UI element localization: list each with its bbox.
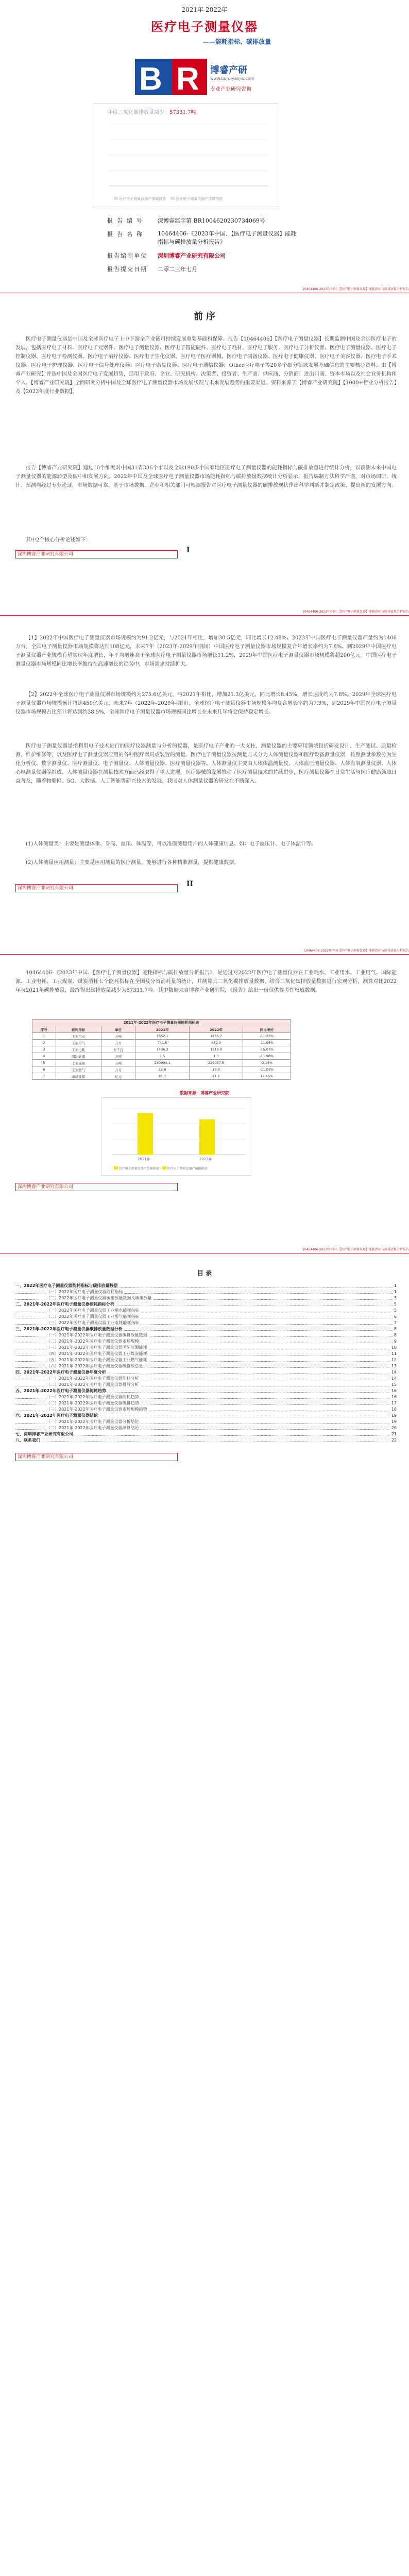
header-rule xyxy=(0,954,409,955)
page-header: 10464406-2023年中国、【医疗电子测量仪器】能耗指标与碳排放量分析报告 xyxy=(302,287,409,291)
chart-caption: 数据来源：博睿产业研究院 xyxy=(180,1091,229,1095)
table-row xyxy=(32,1040,291,1046)
page-header: 10464406-2023年中国、【医疗电子测量仪器】能耗指标与碳排放量分析报告 xyxy=(302,1248,409,1251)
preface-paragraph-2: 报告【博睿产业研究院】通过10个维度对中国31省336个市以及全球190多个国家地区医疗电子测量仪器的能耗指标与碳排放量进行统计分析，以预测未来中国电子测量仪器的能源转型及碳中和发展方向。2022年中国及全球医疗电子测量仪器市场能耗指标与碳排放量数据统计分析显示，报告编制方法科学严谨，对市场调研、统计、预测均经过专业论证，市场数据可靠。基于市场数据，企业和相关部门可根据报告对医疗电子测量仪器的碳排放现状作出科学判断并制定政策、提出新的发展方向。 xyxy=(15,465,397,488)
table-cell: 国际能源 xyxy=(56,1053,101,1060)
table-cell: 2 xyxy=(32,1040,56,1046)
legend-label-2: 医疗电子测量仪器产值碳排放 xyxy=(176,197,223,201)
table-cell: 13.9 xyxy=(189,1066,243,1073)
table-cell: -11.23% xyxy=(243,1033,291,1040)
market-paragraph-2: 【2】2022年全球医疗电子测量仪器市场规模约为275.6亿美元，与2021年相比，增加21.3亿美元，同比增长8.45%，增长速度约为7.8%。2029年全球医疗电子测量仪器市场规模预计将达450亿美元，未来7年（2022年-2029年期间），全球医疗电子测量仪器市场规模年均复合增长率约为7.9%，到2029年中国医疗电子测量仪器市场规模占比预计将达到约38.5%，全球医疗电子测量仪器市场规模同比增长在未来几年将会保持稳定增长。 xyxy=(15,692,397,715)
table-cell: 3 xyxy=(32,1046,56,1053)
toc-item[interactable] xyxy=(15,1388,397,1394)
toc-item-page: 15 xyxy=(390,1382,397,1388)
toc-item-page: 11 xyxy=(390,1351,397,1357)
carbon-label: 年度二氧化碳排放量减少： xyxy=(108,110,169,115)
brand-slogan: 专业产业研究咨询 xyxy=(210,87,251,92)
table-row xyxy=(32,1073,291,1080)
toc-item-text: （五）2021年-2022年医疗电子测量仪器工业燃气能耗 xyxy=(46,1357,149,1363)
meta-row-name xyxy=(0,230,409,247)
toc-item[interactable] xyxy=(15,1289,397,1295)
table-cell: 230994.1 xyxy=(135,1060,189,1066)
table-cell: 1.5 xyxy=(135,1053,189,1060)
toc-item[interactable] xyxy=(15,1332,397,1338)
toc-item-page: 9 xyxy=(393,1338,397,1345)
meta-label: 报告提交日期 xyxy=(107,266,147,273)
cover-chart-legend xyxy=(114,196,223,201)
table-row xyxy=(32,1066,291,1073)
toc-item[interactable] xyxy=(15,1363,397,1369)
toc-item-text: 一、2022年医疗电子测量仪器能耗指标与碳排放量数据 xyxy=(15,1283,119,1289)
table-row xyxy=(32,1046,291,1053)
meta-row-date xyxy=(0,265,409,274)
toc-item[interactable] xyxy=(15,1376,397,1382)
toc-item-text: （一）2022年医疗电子测量仪器能耗指标 xyxy=(46,1289,124,1295)
table-cell: 6 xyxy=(32,1066,56,1073)
table-header-cell: 单位 xyxy=(101,1026,135,1033)
meta-label: 报告编号 xyxy=(107,217,146,224)
toc-item-page: 16 xyxy=(390,1388,397,1394)
market-paragraph-5: (2)人体测量应用测量：主要是应用测量的医疗测量，能够进行各种精准测量，提供健康数据。 xyxy=(26,860,240,866)
cover-years: 2021年-2022年 xyxy=(181,6,228,13)
toc-item-page: 5 xyxy=(393,1301,397,1308)
br-logo-icon xyxy=(135,56,212,97)
meta-value: 深博睿监字第 BR1004620230734069号 xyxy=(158,217,265,224)
energy-bar-chart xyxy=(101,1097,251,1176)
table-cell: 81.1 xyxy=(135,1073,189,1080)
legend-swatch xyxy=(162,1166,166,1170)
toc-item[interactable] xyxy=(15,1351,397,1357)
table-cell: 万千瓦 xyxy=(101,1046,135,1053)
table-header-cell: 2021年 xyxy=(135,1026,189,1033)
footer-company: 深圳博睿产业研究有限公司 xyxy=(15,884,178,892)
table-cell: 万吨 xyxy=(101,1060,135,1066)
table-cell: 1.3 xyxy=(189,1053,243,1060)
toc-item-text: （一）2021年-2022年医疗电子测量仪器能耗趋势 xyxy=(46,1394,141,1400)
toc-item-page: 13 xyxy=(390,1363,397,1369)
table-cell: 1 xyxy=(32,1033,56,1040)
toc-item[interactable] xyxy=(15,1357,397,1363)
toc-item[interactable] xyxy=(15,1283,397,1289)
table-cell: 市场规模 xyxy=(56,1073,101,1080)
table-header-cell: 2022年 xyxy=(189,1026,243,1033)
table-cell: 万吨 xyxy=(101,1033,135,1040)
toc-item[interactable] xyxy=(15,1413,397,1419)
toc-item[interactable] xyxy=(15,1345,397,1351)
toc-item-text: 四、2021年-2022年医疗电子测量仪器年度分析 xyxy=(15,1369,108,1376)
svg-text:R: R xyxy=(176,61,199,97)
meta-label: 报告名称 xyxy=(107,231,146,238)
toc-item-page: 12 xyxy=(390,1357,397,1363)
toc-item-page: 6 xyxy=(393,1314,397,1320)
toc-item-page: 20 xyxy=(390,1425,397,1431)
table-cell: 工业电耗 xyxy=(56,1046,101,1053)
table-cell: 1219.9 xyxy=(189,1046,243,1053)
toc-item-text: （二）2022年医疗电子测量仪器碳排放量数据及碳排放量 xyxy=(46,1295,153,1301)
energy-table xyxy=(32,1026,291,1080)
table-row xyxy=(32,1053,291,1060)
carbon-value: 57331.7吨 xyxy=(169,110,196,115)
toc-item-page: 19 xyxy=(390,1419,397,1425)
preface-paragraph-3: 其中2个核心分析论述如下： xyxy=(26,537,91,543)
toc-item[interactable] xyxy=(15,1320,397,1326)
table-cell: -11.95% xyxy=(243,1040,291,1046)
toc-item[interactable] xyxy=(15,1295,397,1301)
table-header-row xyxy=(32,1026,291,1033)
toc-item[interactable] xyxy=(15,1437,397,1444)
toc-item-text: （一）2022年医疗电子测量仪器工业用水能耗指标 xyxy=(46,1308,141,1314)
table-header-cell: 能耗指标 xyxy=(56,1026,101,1033)
legend-label-1: 医疗电子测量仪器产值碳排放 xyxy=(119,197,166,201)
toc-item-text: （三）2021年-2022年医疗电子测量仪器国际能源能耗 xyxy=(46,1345,149,1351)
meta-row-number xyxy=(0,216,409,226)
header-rule xyxy=(0,615,409,616)
toc-item-text: （二）2021年-2022年医疗电子测量仪器碳排趋势 xyxy=(46,1400,141,1406)
bar-2 xyxy=(199,1119,215,1155)
toc-item-page: 19 xyxy=(390,1413,397,1419)
table-cell: 91.2 xyxy=(189,1073,243,1080)
toc-item-text: 七、深圳博睿产业研究有限公司 xyxy=(15,1431,75,1437)
legend-label: 医疗电子测量仪器产值碳排放 xyxy=(167,1167,208,1171)
bar-chart-plot xyxy=(101,1098,251,1175)
meta-value: 深圳博睿产业研究有限公司 xyxy=(158,252,226,259)
toc-item-page: 8 xyxy=(393,1332,397,1338)
table-cell: -11.98% xyxy=(243,1053,291,1060)
table-cell: 652.9 xyxy=(189,1040,243,1046)
toc-item[interactable] xyxy=(15,1394,397,1400)
toc-item-page: 14 xyxy=(390,1369,397,1376)
toc-item[interactable] xyxy=(15,1326,397,1332)
table-cell: 226057.5 xyxy=(189,1060,243,1066)
meta-label: 报告编制单位 xyxy=(107,252,147,259)
toc-item-text: 八、联系我们 xyxy=(15,1437,42,1444)
toc-item[interactable] xyxy=(15,1369,397,1376)
toc-item-page: 1 xyxy=(393,1289,397,1295)
toc-item-page: 22 xyxy=(390,1437,397,1444)
table-cell: -15.07% xyxy=(243,1046,291,1053)
table-cell: 万方 xyxy=(101,1066,135,1073)
toc-item-text: （一）2021年-2022年医疗电子测量仪器碳排放量数据 xyxy=(46,1332,149,1338)
toc-item-page: 7 xyxy=(393,1320,397,1326)
table-header-cell: 序号 xyxy=(32,1026,56,1033)
toc-item-text: （二）2022年医疗电子测量仪器工业用气能耗指标 xyxy=(46,1314,141,1320)
toc-item[interactable] xyxy=(15,1419,397,1425)
toc-item-page: 21 xyxy=(390,1431,397,1437)
meta-row-org xyxy=(0,251,409,261)
toc-item-text: （二）2021年-2022年医疗电子测量仪器排放分析 xyxy=(46,1382,141,1388)
table-cell: 1466.7 xyxy=(189,1033,243,1040)
bar-x-label-2: 2022年 xyxy=(199,1157,212,1161)
toc-item-page: 3 xyxy=(393,1295,397,1301)
table-cell: 亿元 xyxy=(101,1073,135,1080)
table-row xyxy=(32,1033,291,1040)
toc-item-page: 8 xyxy=(393,1326,397,1332)
table-cell: 1652.1 xyxy=(135,1033,189,1040)
footer-company: 深圳博睿产业研究有限公司 xyxy=(15,550,178,558)
carbon-line xyxy=(108,108,196,115)
toc-item-text: （四）2021年-2022年医疗电子测量仪器工业煤炭能耗 xyxy=(46,1351,149,1357)
svg-text:B: B xyxy=(139,61,162,97)
toc-item[interactable] xyxy=(15,1382,397,1388)
toc-item[interactable] xyxy=(15,1308,397,1314)
bar-legend xyxy=(114,1166,208,1171)
toc-item-text: 三、2021年-2022年医疗电子测量仪器碳排放量数据分析 xyxy=(15,1326,124,1332)
preface-paragraph-1: 医疗电子测量仪器是中国及全球医疗电子上中下游全产业链可持续发展重要基础和保障。报告【10464406】【医疗电子测量仪器】长期监测中国及全国医疗电子的发展，包括医疗电子材料、医疗电子元器件、医疗电子测量仪器、医疗电子智能硬件、医疗电子耗材、医疗电子服务、医疗电子分析仪器、医疗电子测量仪器、医疗电子控制仪器、医疗电子检测仪器、医疗电子治疗仪器、医疗电子生化仪器、医疗电子医疗器械、医疗电子制备仪器、医疗电子健康仪器、医疗电子美容仪器、医疗电子手术仪器、医疗电子护理仪器、医疗电子信号处理仪器、医疗电子康复仪器、医疗电子通信仪器、Other医疗电子等20多个细分领域发展基础信息的主要核心资料。由【博睿产业研究】评选中国及全国医疗电子发展趋势，适用于政府、企业、研究机构、决策者、投资者、生产商、供应商、分销商、进出口商、资本市场以及社会业务机构和个人。【博睿产业研究院】全面研究分析中国及全球医疗电子测量仪器市场发展状况与未来发展趋势的重要渠道。资料来源于【博睿产业研究院】【1000+行业分析报告】及【2023年度行业数据】。 xyxy=(15,336,397,395)
brand-url: www.boruiyanjiu.com xyxy=(210,76,254,81)
preface-title: 前 序 xyxy=(193,311,216,322)
meta-value: 二零二三年七月 xyxy=(158,266,197,273)
toc-item-page: 14 xyxy=(390,1376,397,1382)
table-cell: 5 xyxy=(32,1060,56,1066)
toc-item-text: （三）2021年-2022年医疗电子测量仪器市场规模趋势 xyxy=(46,1406,149,1413)
toc-item-text: 二、2021年-2022年医疗电子测量仪器能耗指标分析 xyxy=(15,1301,116,1308)
table-cell: 741.5 xyxy=(135,1040,189,1046)
cover-title: 医疗电子测量仪器 xyxy=(151,19,258,34)
toc-item-text: （二）2021年-2022年医疗电子测量仪器市场规模 xyxy=(46,1338,141,1345)
toc-title: 目 录 xyxy=(197,1269,212,1277)
toc-item-text: （一）2021年-2022年医疗电子测量仪器能耗分析 xyxy=(46,1376,141,1382)
market-paragraph-4: (1)人体测量类：主要是测量体重、身高、血压、体温等，可以准确测量用户的人体健康信息。如：电子血压计、电子体温计等。 xyxy=(26,841,317,847)
cover-subtitle: ——能耗指标、碳排放量 xyxy=(202,38,271,45)
table-cell: 工业燃气 xyxy=(56,1066,101,1073)
table-cell: -2.14% xyxy=(243,1060,291,1066)
footer-company: 深圳博睿产业研究有限公司 xyxy=(15,1183,178,1191)
toc-item[interactable] xyxy=(15,1425,397,1431)
toc-item[interactable] xyxy=(15,1301,397,1308)
toc-item-text: 六、2021年-2022年医疗电子测量仪器结论 xyxy=(15,1413,99,1419)
toc-item-text: 五、2021年-2022年医疗电子测量仪器能耗趋势 xyxy=(15,1388,108,1394)
toc-item-page: 5 xyxy=(393,1308,397,1314)
footer-company: 深圳博睿产业研究有限公司 xyxy=(15,1453,178,1461)
toc-item[interactable] xyxy=(15,1431,397,1437)
toc-item-page: 17 xyxy=(390,1400,397,1406)
toc-item-text: （三）2022年医疗电子测量仪器工业电耗能耗指标 xyxy=(46,1320,141,1326)
toc-item-text: （二）2021年-2022年医疗电子测量仪器测算结论 xyxy=(46,1425,141,1431)
cover-chart-plot xyxy=(98,119,274,191)
page-mark-1: I xyxy=(186,546,190,554)
toc-item[interactable] xyxy=(15,1338,397,1345)
table-cell: 工业用水 xyxy=(56,1033,101,1040)
table-header-cell: 同比增长 xyxy=(243,1026,291,1033)
brand-logo xyxy=(135,56,284,97)
legend-label: 医疗电子测量仪器产值碳排放 xyxy=(118,1167,159,1171)
legend-swatch-2 xyxy=(171,197,175,200)
bar-1 xyxy=(138,1113,153,1155)
toc-item[interactable] xyxy=(15,1406,397,1413)
cover-chart xyxy=(93,103,279,207)
page-header: 10464406-2023年中国、【医疗电子测量仪器】能耗指标与碳排放量分析报告 xyxy=(302,610,409,614)
table-cell: 工业用气 xyxy=(56,1040,101,1046)
toc-item-page: 1 xyxy=(393,1283,397,1289)
table-cell: 15.6 xyxy=(135,1066,189,1073)
page-mark-2: II xyxy=(186,880,194,888)
table-cell: 12.46% xyxy=(243,1073,291,1080)
table-cell: 万吨 xyxy=(101,1053,135,1060)
table-cell: 工业煤炭 xyxy=(56,1060,101,1066)
legend-swatch xyxy=(114,1166,118,1170)
meta-value: 10464406-《2023年中国、【医疗电子测量仪器】能耗指标与碳排放量分析报告》 xyxy=(158,230,297,245)
table-cell: 1436.3 xyxy=(135,1046,189,1053)
table-cell: 4 xyxy=(32,1053,56,1060)
toc-item-page: 10 xyxy=(390,1345,397,1351)
market-paragraph-1: 【1】2022年中国医疗电子测量仪器市场规模约为91.2亿元，与2021年相比，增加30.5亿元，同比增长12.48%。2023年中国医疗电子测量仪器产量约为1406万台，全国电子测量仪器市场规模将达到108亿元，未来7年（2023年-2029年期间）中国医疗电子测量仪器市场规模复合年增长率约为7.8%。到2029年中国医疗电子测量仪器产业规模有望实现年度增长，年平均增速高于全球医疗电子测量仪器市场增长11.2%，2029年中国医疗电子测量仪器市场规模将超200亿元。中国医疗电子测量仪器市场规模同比增长率维持在高速增长的趋势中，市场需求持续扩大。 xyxy=(15,635,397,667)
toc-item[interactable] xyxy=(15,1314,397,1320)
market-paragraph-3: 医疗电子测量仪器是指利用电子技术进行的医疗仪器测量与分析的仪器，是医疗电子产业的一大支柱，测量仪器的主要应用领域包括研发设计、生产测试、质量检测、维护维修等，以及医疗电子测量仪器应用的各种医疗器具或装置的测量。医疗电子测量仪器按测量方式分为人体测量仪器和医疗设备测量仪器，按照测量参数分为生化分析仪、数字测量仪、医疗测量仪、电子测量仪、人体测量仪器、医疗测量仪器等。人体测量仪主要由人体体温测量仪、人体血压测量仪器、人体血氧测量仪器、人体心电测量仪器等组成。人体测量仪器在测量技术方面已经取得了重大进展，医疗器械的发展推动了医疗测量技术的持续进步，医疗测量仪器在日常生活与医疗健康领域日益普及，随着物联网、5G、大数据、人工智能等新兴技术的发展，我国对人体测量仪器的研发在不断深入。 xyxy=(15,743,397,784)
energy-table-title: 2021年-2022年医疗电子测量仪器能耗指标表 xyxy=(32,1019,291,1026)
brand-name: 博睿产研 xyxy=(210,65,247,76)
table-cell: -11.03% xyxy=(243,1066,291,1073)
toc-item-page: 18 xyxy=(390,1406,397,1413)
table-cell: 万方 xyxy=(101,1040,135,1046)
toc-item-text: （六）2021年-2022年医疗电子测量仪器碳排放总量 xyxy=(46,1363,145,1369)
toc-item[interactable] xyxy=(15,1400,397,1406)
toc-item-text: （一）2021年-2022年医疗电子测量仪器分析结论 xyxy=(46,1419,141,1425)
legend-swatch-1 xyxy=(114,197,118,200)
toc-item-page: 16 xyxy=(390,1394,397,1400)
page-header: 10464406-2023年中国【医疗电子测量仪器】能耗指标与碳排放量分析报告 xyxy=(304,949,409,953)
table-row xyxy=(32,1060,291,1066)
table-cell: 7 xyxy=(32,1073,56,1080)
energy-paragraph: 10464406-《2023年中国、【医疗电子测量仪器】能耗指标与碳排放量分析报告》，是通过对2022年医疗电子测量仪器在工业耗水、工业用水、工业用气、国际能源、工业电耗、工业煤炭、煤炭消耗七个能耗指标在全国及分省消耗量的统计，并测算其二氧化碳排放量数据，结合二氧化碳排放量数据进行宏观分析，测算对比2022年与2021年碳排放量，最终得出碳排放量减少为57331.7吨。其中数据来自博睿产业研究院，《报告》给出一份仅供参考性权威数据。 xyxy=(15,970,397,993)
bar-x-label-1: 2021年 xyxy=(138,1157,150,1161)
